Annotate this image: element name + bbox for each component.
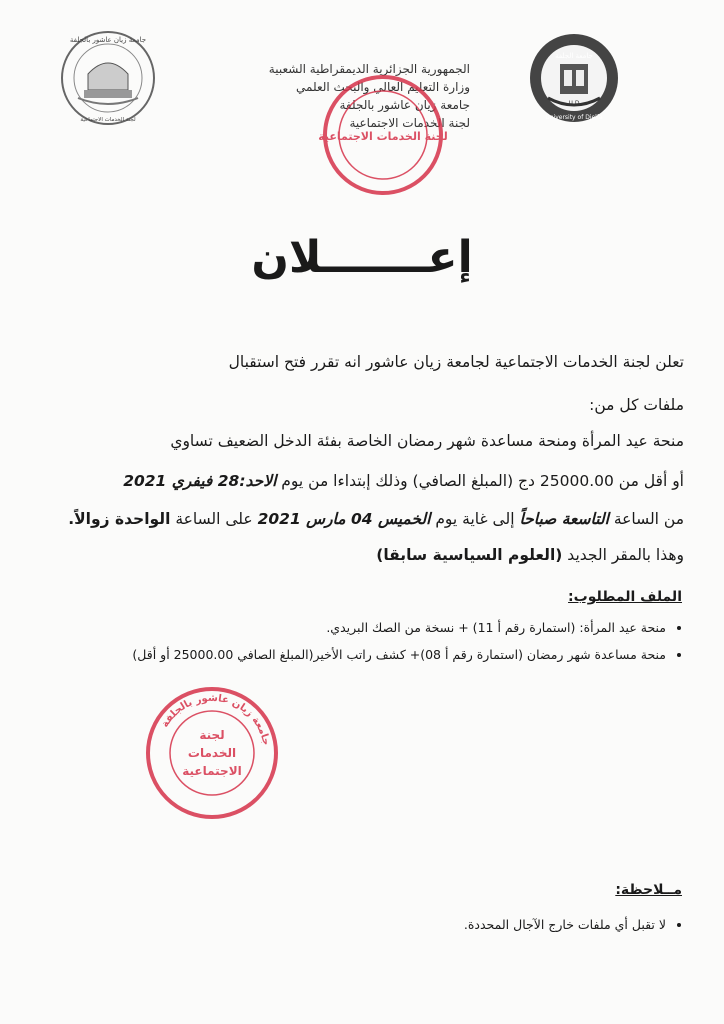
header-line-committee: لجنة الخدمات الاجتماعية xyxy=(349,116,470,130)
start-date: الاحد:28 فيفري 2021 xyxy=(123,472,277,490)
left-emblem-caption: جامعة زيان عاشور بالجلفة xyxy=(69,36,147,44)
right-emblem-initials: U D xyxy=(568,100,580,107)
body-line-1: تعلن لجنة الخدمات الاجتماعية لجامعة زيان عاشور انه تقرر فتح استقبال xyxy=(228,353,684,371)
stamp-mid-ring-text: جامعة زيان عاشور بالجلفة xyxy=(159,692,272,747)
header-line-republic: الجمهورية الجزائرية الديمقراطية الشعبية xyxy=(268,62,470,76)
header-line-ministry: وزارة التعليم العالي والبحث العلمي xyxy=(296,80,470,94)
required-item-ramadan: • منحة مساعدة شهر رمضان (استمارة رقم أ 08)+ كشف راتب الأخير(المبلغ الصافي 25000.00 أو أقل) xyxy=(46,647,666,662)
start-time: التاسعة صباحاً xyxy=(519,510,609,528)
body-line-4 xyxy=(44,472,684,490)
official-stamp-top xyxy=(318,70,448,200)
body-line-6-text: وهذا بالمقر الجديد xyxy=(562,546,684,564)
right-emblem-caption: جامعة الجلفة xyxy=(555,52,593,60)
body-line-3: منحة عيد المرأة ومنحة مساعدة شهر رمضان الخاصة بفئة الدخل الضعيف تساوي xyxy=(170,432,684,450)
required-item-womens-day: • منحة عيد المرأة: (استمارة رقم أ 11) + نسخة من الصك البريدي. xyxy=(46,620,666,635)
required-files-heading: الملف المطلوب: xyxy=(568,589,682,605)
location: (العلوم السياسية سابقا) xyxy=(376,546,563,564)
header-line-university: جامعة زيان عاشور بالجلفة xyxy=(339,98,470,112)
body-line-5-at: على الساعة xyxy=(170,510,258,528)
note-list xyxy=(46,917,684,944)
body-line-4-text: أو أقل من 25000.00 دج (المبلغ الصافي) وذلك إبتداءا من يوم xyxy=(276,472,684,490)
end-time: الواحدة زوالاً. xyxy=(68,510,171,528)
note-heading: مــلاحظة: xyxy=(615,882,682,898)
body-line-5 xyxy=(44,510,684,528)
end-date: الخميس 04 مارس 2021 xyxy=(257,510,431,528)
stamp-top-text: لجنة الخدمات الاجتماعية xyxy=(318,130,448,143)
university-emblem-right xyxy=(528,28,620,128)
left-emblem-subcaption: لجنة الخدمات الاجتماعية xyxy=(80,117,136,123)
stamp-mid-line-3: الاجتماعية xyxy=(182,764,242,778)
body-line-2: ملفات كل من: xyxy=(589,396,684,414)
required-files-list xyxy=(46,620,684,674)
body-line-5-from: من الساعة xyxy=(608,510,684,528)
body-line-5-until: إلى غاية يوم xyxy=(430,510,520,528)
right-emblem-subcaption: University of Djelfa xyxy=(545,114,603,121)
stamp-mid-line-1: لجنة xyxy=(199,728,225,742)
stamp-mid-line-2: الخدمات xyxy=(187,746,237,760)
university-emblem-left xyxy=(58,28,158,128)
announcement-title: إعـــــــلان xyxy=(251,232,473,283)
body-line-6 xyxy=(44,546,684,564)
official-stamp-middle xyxy=(142,683,282,823)
note-item: • لا تقبل أي ملفات خارج الآجال المحددة. xyxy=(46,917,666,932)
